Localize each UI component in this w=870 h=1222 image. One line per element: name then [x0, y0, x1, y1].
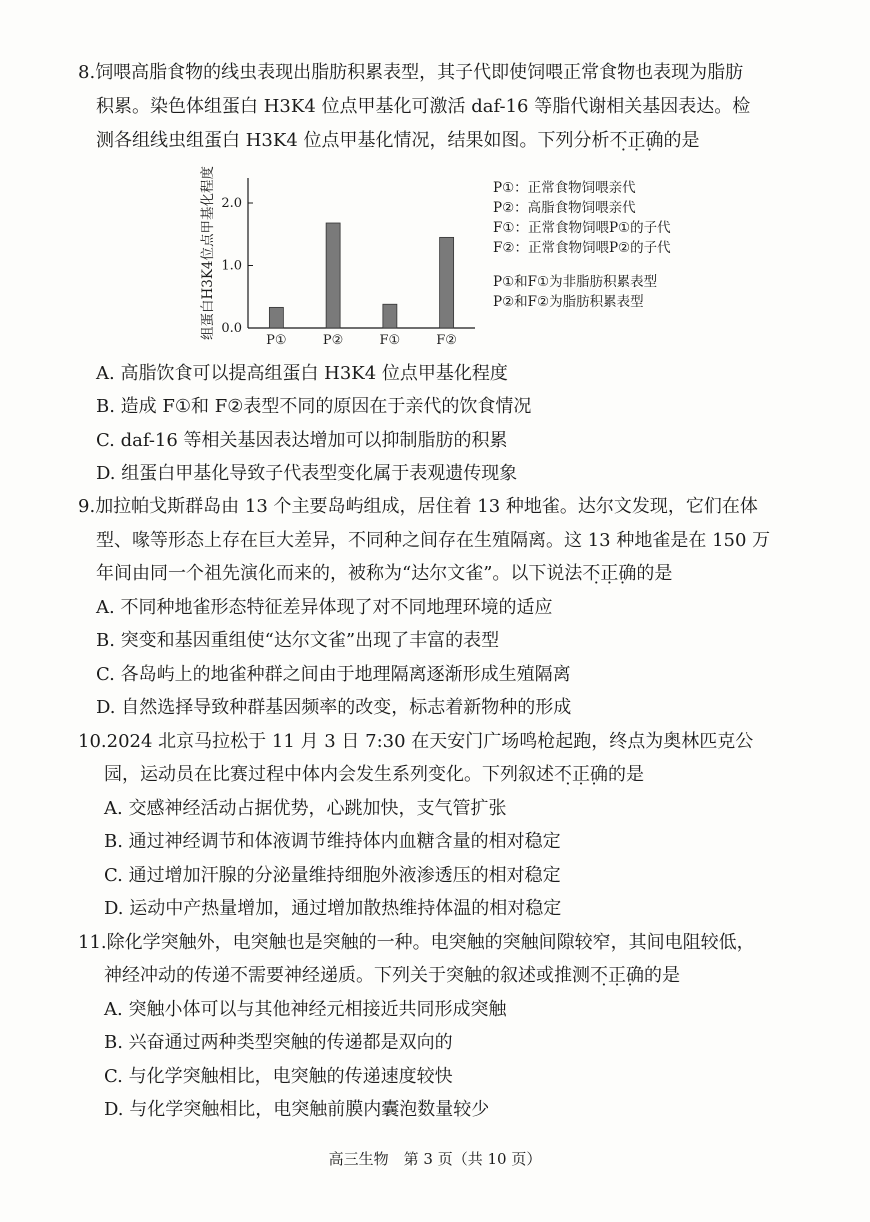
q10-option-c[interactable]: C. 通过增加汗腺的分泌量维持细胞外液渗透压的相对稳定	[104, 865, 561, 886]
bar	[269, 307, 283, 328]
q9-option-d[interactable]: D. 自然选择导致种群基因频率的改变，标志着新物种的形成	[96, 697, 572, 718]
bar	[383, 304, 397, 328]
q10-option-a[interactable]: A. 交感神经活动占据优势，心跳加快，支气管扩张	[104, 798, 507, 819]
q8-line-2: 积累。染色体组蛋白 H3K4 位点甲基化可激活 daf-16 等脂代谢相关基因表达。检	[96, 96, 751, 117]
q10-line-1: 10.2024 北京马拉松于 11 月 3 日 7:30 在天安门广场鸣枪起跑，终点为奥林匹克公	[78, 731, 754, 752]
bar	[440, 237, 454, 328]
q9-option-a[interactable]: A. 不同种地雀形态特征差异体现了对不同地理环境的适应	[96, 597, 553, 618]
q9-emphasis: 不正确 · · ·	[582, 561, 636, 587]
q8-line-1: 8.饲喂高脂食物的线虫表现出脂肪积累表型，其子代即使饲喂正常食物也表现为脂肪	[78, 62, 744, 83]
legend-entry: P②：高脂食物饲喂亲代	[493, 200, 636, 216]
bar	[326, 223, 340, 328]
q11-emphasis: 不正确 · · ·	[590, 963, 644, 989]
chart-notes	[493, 272, 657, 312]
y-tick-label: 0.0	[221, 321, 242, 336]
q11-line-1: 11.除化学突触外，电突触也是突触的一种。电突触的突触间隙较窄，其间电阻较低，	[78, 932, 755, 953]
q10-emphasis: 不正确 · · ·	[554, 762, 608, 788]
q8-line-3: 测各组线虫组蛋白 H3K4 位点甲基化情况，结果如图。下列分析不正确 · · ·的是	[96, 128, 700, 154]
chart-legend	[493, 178, 671, 258]
q9-option-c[interactable]: C. 各岛屿上的地雀种群之间由于地理隔离逐渐形成生殖隔离	[96, 664, 571, 685]
x-category-label: P①	[266, 333, 287, 348]
q9-line-1: 9.加拉帕戈斯群岛由 13 个主要岛屿组成，居住着 13 种地雀。达尔文发现，它们在体	[78, 496, 758, 517]
q10-option-b[interactable]: B. 通过神经调节和体液调节维持体内血糖含量的相对稳定	[104, 831, 561, 852]
q10-option-d[interactable]: D. 运动中产热量增加，通过增加散热维持体温的相对稳定	[104, 898, 562, 919]
page-footer: 高三生物 第 3 页（共 10 页）	[328, 1150, 542, 1168]
x-category-label: F①	[379, 333, 401, 348]
q11-option-a[interactable]: A. 突触小体可以与其他神经元相接近共同形成突触	[104, 999, 507, 1020]
q8-option-d[interactable]: D. 组蛋白甲基化导致子代表型变化属于表观遗传现象	[96, 463, 518, 484]
y-axis-label: 组蛋白H3K4位点甲基化程度	[200, 165, 216, 341]
q8-option-c[interactable]: C. daf-16 等相关基因表达增加可以抑制脂肪的积累	[96, 430, 508, 451]
phenotype-note: P②和F②为脂肪积累表型	[493, 294, 644, 310]
y-tick-label: 1.0	[221, 258, 242, 274]
q11-line-2: 神经冲动的传递不需要神经递质。下列关于突触的叙述或推测不正确 · · ·的是	[104, 963, 680, 989]
bar-chart	[195, 158, 495, 358]
y-tick-label: 2.0	[221, 196, 242, 211]
phenotype-note: P①和F①为非脂肪积累表型	[493, 274, 658, 290]
q10-line-2: 园，运动员在比赛过程中体内会发生系列变化。下列叙述不正确 · · ·的是	[104, 762, 644, 788]
q9-option-b[interactable]: B. 突变和基因重组使“达尔文雀”出现了丰富的表型	[96, 630, 500, 651]
x-category-label: F②	[436, 333, 457, 348]
q8-option-a[interactable]: A. 高脂饮食可以提高组蛋白 H3K4 位点甲基化程度	[96, 363, 508, 384]
legend-entry: P①：正常食物饲喂亲代	[493, 180, 636, 196]
q11-option-b[interactable]: B. 兴奋通过两种类型突触的传递都是双向的	[104, 1032, 453, 1053]
q9-line-2: 型、喙等形态上存在巨大差异，不同种之间存在生殖隔离。这 13 种地雀是在 150 万	[96, 530, 771, 551]
x-category-label: P②	[322, 333, 344, 348]
q11-option-d[interactable]: D. 与化学突触相比，电突触前膜内囊泡数量较少	[104, 1099, 490, 1120]
q8-option-b[interactable]: B. 造成 F①和 F②表型不同的原因在于亲代的饮食情况	[96, 396, 532, 417]
legend-entry: F②：正常食物饲喂P②的子代	[493, 240, 671, 256]
q8-emphasis: 不正确 · · ·	[610, 128, 664, 154]
q9-line-3: 年间由同一个祖先演化而来的，被称为“达尔文雀”。以下说法不正确 · · ·的是	[96, 561, 672, 587]
q11-option-c[interactable]: C. 与化学突触相比，电突触的传递速度较快	[104, 1066, 453, 1087]
legend-entry: F①：正常食物饲喂P①的子代	[493, 220, 671, 236]
